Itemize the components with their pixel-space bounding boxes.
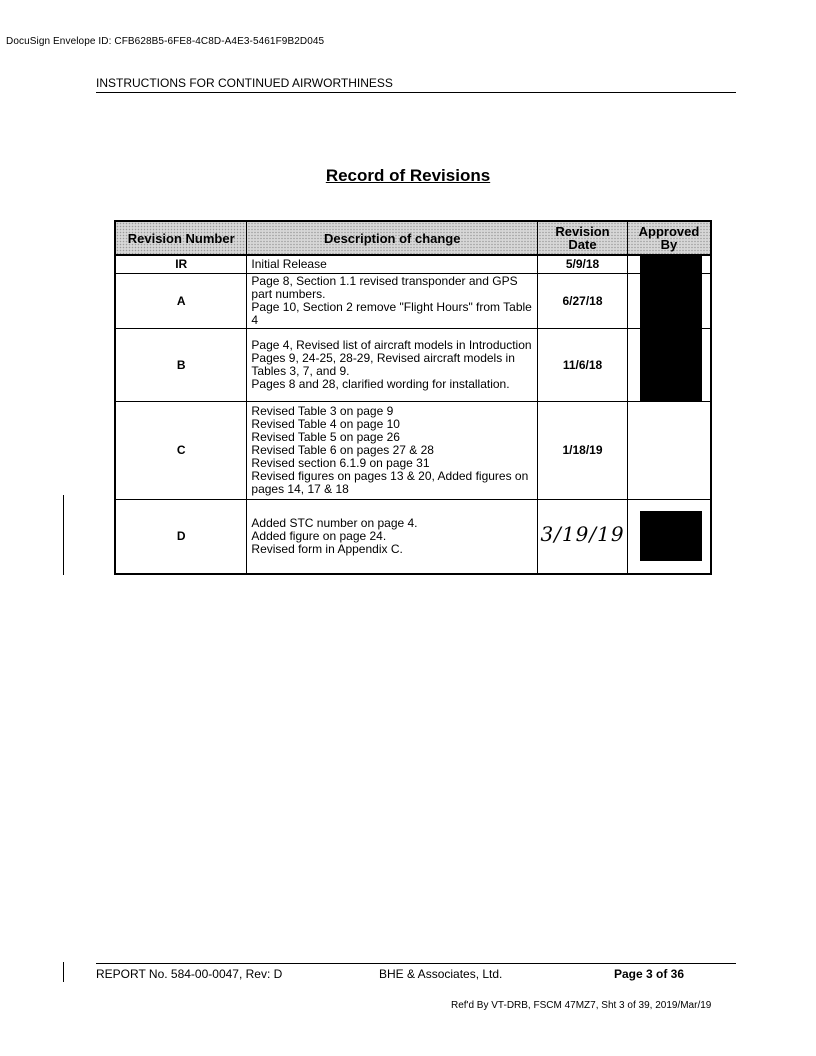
revision-description bbox=[247, 274, 538, 329]
revision-date: 11/6/18 bbox=[538, 329, 628, 402]
approved-by bbox=[627, 329, 711, 402]
col-revision-number: Revision Number bbox=[115, 221, 247, 255]
reference-stamp: Ref'd By VT-DRB, FSCM 47MZ7, Sht 3 of 39, 2019/Mar/19 bbox=[451, 1000, 712, 1011]
revision-date bbox=[538, 500, 628, 574]
approved-by bbox=[627, 500, 711, 574]
revision-description bbox=[247, 329, 538, 402]
description-line: Revised figures on pages 13 & 20, Added figures on pages 14, 17 & 18 bbox=[251, 469, 529, 496]
approved-by bbox=[627, 255, 711, 274]
description-line: Revised Table 3 on page 9 bbox=[251, 404, 394, 418]
footer-company: BHE & Associates, Ltd. bbox=[379, 967, 503, 981]
revision-description bbox=[247, 255, 538, 274]
handwritten-date: 3/19/19 bbox=[540, 522, 625, 547]
description-line: Revised Table 6 on pages 27 & 28 bbox=[251, 443, 434, 457]
description-line: Initial Release bbox=[251, 257, 327, 271]
description-line: Page 4, Revised list of aircraft models in Introduction bbox=[251, 338, 532, 352]
revision-number: C bbox=[115, 402, 247, 500]
col-revision-date: Revision Date bbox=[538, 221, 628, 255]
revision-number: IR bbox=[115, 255, 247, 274]
description-line: Added figure on page 24. bbox=[251, 528, 387, 543]
redaction-block bbox=[640, 274, 702, 328]
col-description: Description of change bbox=[247, 221, 538, 255]
revision-number: D bbox=[115, 500, 247, 574]
description-line: Pages 8 and 28, clarified wording for installation. bbox=[251, 377, 510, 391]
table-header-row bbox=[115, 221, 711, 255]
envelope-id: DocuSign Envelope ID: CFB628B5-6FE8-4C8D-A4E3-5461F9B2D045 bbox=[6, 36, 325, 47]
revision-description bbox=[247, 402, 538, 500]
redaction-block bbox=[640, 329, 702, 401]
table-row bbox=[115, 255, 711, 274]
description-line: Pages 9, 24-25, 28-29, Revised aircraft models in Tables 3, 7, and 9. bbox=[251, 351, 515, 378]
footer-page-number: Page 3 of 36 bbox=[614, 967, 685, 981]
col-approved-by: Approved By bbox=[627, 221, 711, 255]
redaction-block bbox=[640, 511, 702, 561]
revision-date: 1/18/19 bbox=[538, 402, 628, 500]
description-line: Revised Table 5 on page 26 bbox=[251, 430, 400, 444]
revision-change-bar bbox=[63, 495, 64, 575]
approved-by bbox=[627, 402, 711, 500]
table-row bbox=[115, 500, 711, 574]
description-line: Page 8, Section 1.1 revised transponder and GPS part numbers. bbox=[251, 274, 518, 301]
table-row bbox=[115, 402, 711, 500]
header-rule bbox=[96, 92, 736, 93]
description-line: Revised section 6.1.9 on page 31 bbox=[251, 456, 430, 470]
header-title: INSTRUCTIONS FOR CONTINUED AIRWORTHINESS bbox=[96, 76, 393, 90]
description-line: Added STC number on page 4. bbox=[251, 515, 418, 530]
footer-report-number: REPORT No. 584-00-0047, Rev: D bbox=[96, 967, 283, 981]
revision-number: B bbox=[115, 329, 247, 402]
description-line: Revised Table 4 on page 10 bbox=[251, 417, 400, 431]
revision-number: A bbox=[115, 274, 247, 329]
revision-description bbox=[247, 500, 538, 574]
revision-date: 5/9/18 bbox=[538, 255, 628, 274]
approved-by bbox=[627, 274, 711, 329]
revision-date: 6/27/18 bbox=[538, 274, 628, 329]
page-title: Record of Revisions bbox=[325, 166, 491, 185]
description-line: Revised form in Appendix C. bbox=[251, 541, 403, 556]
footer-rule bbox=[96, 963, 736, 964]
description-line: Page 10, Section 2 remove "Flight Hours" from Table 4 bbox=[251, 300, 532, 327]
table-row bbox=[115, 329, 711, 402]
table-row bbox=[115, 274, 711, 329]
revisions-table bbox=[114, 220, 712, 575]
revision-change-bar-footer bbox=[63, 962, 64, 982]
redaction-block bbox=[640, 256, 702, 273]
